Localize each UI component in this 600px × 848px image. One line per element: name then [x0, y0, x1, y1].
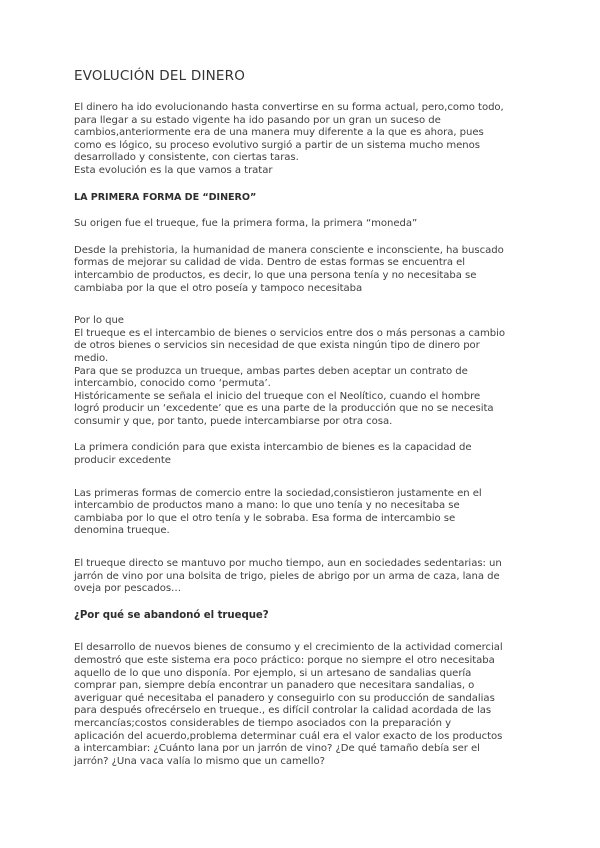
text-line: aquello de lo que uno disponía. Por ejemplo, si un artesano de sandalias quería [74, 667, 472, 679]
origin-paragraph: Su origen fue el trueque, fue la primera forma, la primera “moneda” [74, 218, 418, 230]
text-line: cambiaba por la que el otro poseía y tampoco necesitaba [74, 282, 363, 294]
prehistory-paragraph [74, 245, 530, 295]
text-line: comprar pan, siempre debía encontrar un panadero que necesitara sandalias, o [74, 680, 475, 692]
text-line: cambios,anteriormente era de una manera muy diferente a la que es ahora, pues [74, 127, 484, 139]
text-line: logró producir un ‘excedente’ que es una parte de la producción que no se necesita [74, 403, 494, 415]
text-line: intercambio, conocido como ‘permuta’. [74, 378, 271, 390]
text-line: formas de mejorar su calidad de vida. Dentro de estas formas se encuentra el [74, 257, 466, 269]
intro-paragraph [74, 102, 530, 178]
text-line: demostró que este sistema era poco práctico: porque no siempre el otro necesitaba [74, 655, 495, 666]
commerce-paragraph [74, 488, 530, 538]
text-line: Históricamente se señala el inicio del trueque con el Neolítico, cuando el hombre [74, 390, 481, 402]
text-line: denomina trueque. [74, 525, 170, 537]
text-line: Las primeras formas de comercio entre la sociedad,consistieron justamente en el [74, 487, 482, 499]
barter-definition-paragraph [74, 315, 530, 428]
text-line: mercancías;costos considerables de tiempo asociados con la preparación y [74, 717, 452, 729]
text-line: intercambio de productos mano a mano: lo que uno tenía y no necesitaba se [74, 500, 460, 512]
text-line: averiguar qué necesitaba el panadero y conseguirlo con su producción de sandalias [74, 692, 495, 704]
text-line: para después ofrecérselo en trueque., es difícil controlar la calidad acordada de las [74, 705, 492, 717]
condition-paragraph [74, 442, 530, 467]
text-line: desarrollado y consistente, con ciertas taras. [74, 152, 299, 164]
text-line: Para que se produzca un trueque, ambas partes deben aceptar un contrato de [74, 365, 468, 377]
text-line: Por lo que [74, 315, 124, 327]
text-line: de otros bienes o servicios sin necesidad de que exista ningún tipo de dinero por [74, 340, 480, 352]
text-line: cambiaba por lo que el otro tenía y le sobraba. Esa forma de intercambio se [74, 512, 456, 524]
text-line: Desde la prehistoria, la humanidad de manera consciente e inconsciente, ha buscado [74, 244, 504, 256]
text-line: producir excedente [74, 455, 171, 467]
section-heading-first-form: LA PRIMERA FORMA DE “DINERO” [74, 191, 257, 203]
text-line: aplicación del acuerdo,problema determinar cuál era el valor exacto de los productos [74, 730, 503, 742]
text-line: jarrón de vino por una bolsita de trigo, pieles de abrigo por un arma de caza, lana de [74, 570, 500, 582]
abandon-paragraph [74, 642, 530, 768]
text-line: El desarrollo de nuevos bienes de consumo y el crecimiento de la actividad comercial [74, 642, 503, 654]
text-line: a intercambiar: ¿Cuánto lana por un jarrón de vino? ¿De qué tamaño debía ser el [74, 743, 480, 755]
text-line: medio. [74, 352, 109, 364]
text-line: para llegar a su estado vigente ha ido pasando por un gran un suceso de [74, 114, 441, 126]
text-line: La primera condición para que exista intercambio de bienes es la capacidad de [74, 442, 472, 454]
text-line: Esta evolución es la que vamos a tratar [74, 164, 273, 176]
text-line: intercambio de productos, es decir, lo que una persona tenía y no necesitaba se [74, 269, 477, 281]
text-line: oveja por pescados… [74, 583, 182, 595]
direct-barter-paragraph [74, 558, 530, 596]
text-line: El trueque es el intercambio de bienes o servicios entre dos o más personas a cambio [74, 327, 506, 339]
text-line: consumir y que, por tanto, puede intercambiarse por otra cosa. [74, 415, 393, 427]
text-line: jarrón? ¿Una vaca valía lo mismo que un camello? [74, 755, 325, 767]
document-title: EVOLUCIÓN DEL DINERO [74, 68, 246, 84]
section-heading-abandon: ¿Por qué se abandonó el trueque? [74, 609, 269, 621]
text-line: El dinero ha ido evolucionando hasta convertirse en su forma actual, pero,como todo, [74, 102, 504, 113]
text-line: El trueque directo se mantuvo por mucho tiempo, aun en sociedades sedentarias: un [74, 558, 502, 570]
text-line: como es lógico, su proceso evolutivo surgió a partir de un sistema mucho menos [74, 139, 480, 151]
